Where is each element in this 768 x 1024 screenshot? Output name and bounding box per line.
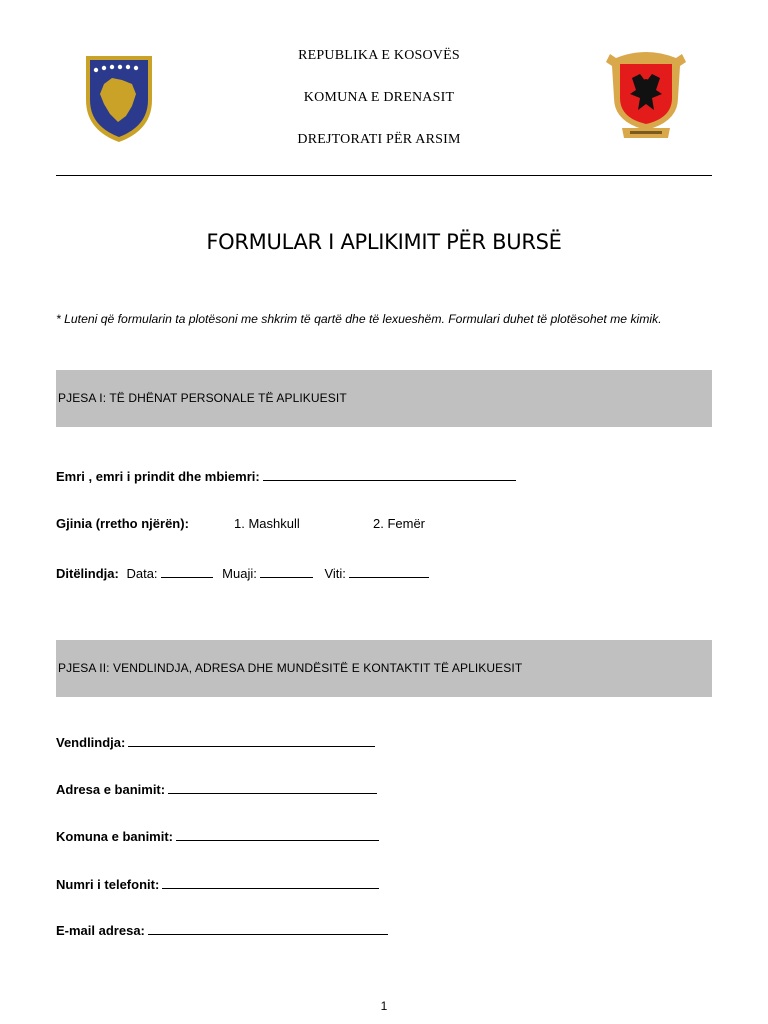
birthdate-label: Ditëlindja: <box>56 566 119 581</box>
section-2-title: PJESA II: VENDLINDJA, ADRESA DHE MUNDËSITË E KONTAKTIT TË APLIKUESIT <box>58 661 523 675</box>
header-line-municipality: KOMUNA E DRENASIT <box>303 90 455 105</box>
birth-month-label: Muaji: <box>222 566 257 581</box>
birth-year-label: Viti: <box>324 566 346 581</box>
email-line[interactable] <box>148 922 388 935</box>
birth-day-label: Data: <box>126 566 158 581</box>
drenas-emblem-icon <box>602 48 690 144</box>
full-name-line[interactable] <box>263 468 516 481</box>
email-label: E-mail adresa: <box>56 923 145 938</box>
full-name-field[interactable] <box>56 468 516 484</box>
home-address-label: Adresa e banimit: <box>56 782 166 797</box>
email-field[interactable] <box>56 922 388 938</box>
gender-label: Gjinia (rretho njërën): <box>56 516 189 531</box>
birth-year-line[interactable] <box>349 565 429 578</box>
gender-option-female[interactable]: 2. Femër <box>373 516 426 531</box>
section-1-title: PJESA I: TË DHËNAT PERSONALE TË APLIKUESIT <box>58 391 347 405</box>
institution-header <box>230 46 528 172</box>
header-line-republic: REPUBLIKA E KOSOVËS <box>298 48 460 63</box>
section-1-header <box>56 370 712 427</box>
home-address-field[interactable] <box>56 781 377 797</box>
birthplace-label: Vendlindja: <box>56 735 126 750</box>
gender-option-male[interactable]: 1. Mashkull <box>234 516 300 531</box>
phone-label: Numri i telefonit: <box>56 877 160 892</box>
municipality-line[interactable] <box>176 828 379 841</box>
full-name-label: Emri , emri i prindit dhe mbiemri: <box>56 469 260 484</box>
header-divider <box>56 175 712 176</box>
instruction-note: * Luteni që formularin ta plotësoni me shkrim të qartë dhe të lexueshëm. Formulari duhet të plotësohet me kimik. <box>56 312 662 326</box>
form-title: FORMULAR I APLIKIMIT PËR BURSË <box>206 230 562 254</box>
birth-month-line[interactable] <box>260 565 313 578</box>
birthdate-field <box>56 565 429 581</box>
gender-field <box>56 516 189 531</box>
birthplace-field[interactable] <box>56 734 375 750</box>
kosovo-emblem-icon <box>82 50 156 144</box>
birth-day-line[interactable] <box>161 565 213 578</box>
section-2-header <box>56 640 712 697</box>
birthplace-line[interactable] <box>128 734 375 747</box>
phone-field[interactable] <box>56 876 379 892</box>
phone-line[interactable] <box>162 876 379 889</box>
page-number: 1 <box>380 999 388 1013</box>
header-line-directorate: DREJTORATI PËR ARSIM <box>297 132 461 147</box>
municipality-label: Komuna e banimit: <box>56 829 174 844</box>
home-address-line[interactable] <box>168 781 377 794</box>
municipality-field[interactable] <box>56 828 379 844</box>
